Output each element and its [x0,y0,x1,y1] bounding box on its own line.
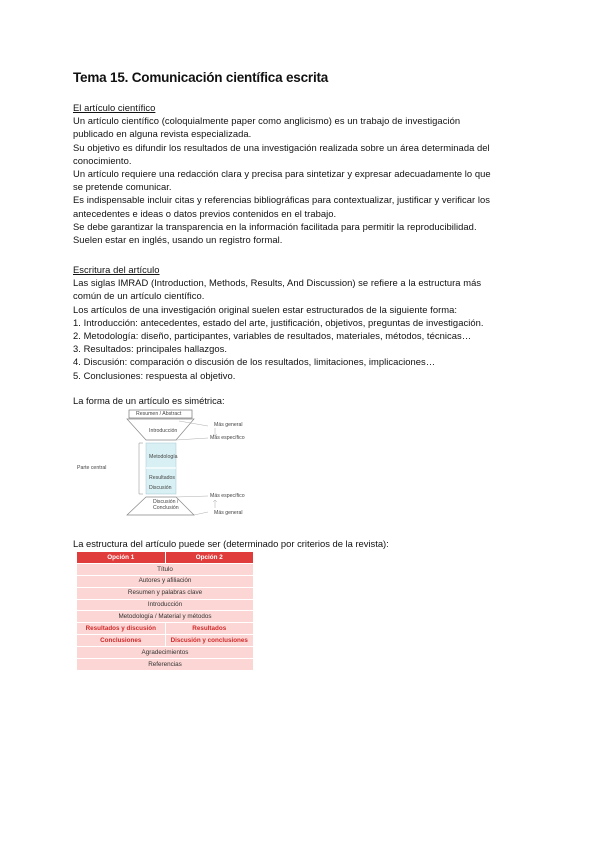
list-item: 5. Conclusiones: respuesta al objetivo. [73,369,236,381]
paragraph-line: antecedentes e ideas o datos previos contenidos en el trabajo. [73,207,337,219]
paragraph-line: conocimiento. [73,154,132,166]
paragraph-line: Las siglas IMRAD (Introduction, Methods, Results, And Discussion) se refiere a la estructura más [73,277,482,289]
header-opcion-2: Opción 2 [165,552,254,564]
structure-table [76,551,254,671]
cell-autores: Autores y afiliación [77,575,254,587]
table-row [77,563,254,575]
label-resumen: Resumen / Abstract [136,411,182,417]
label-introduccion: Introducción [149,428,178,434]
table-row [77,635,254,647]
arrow-up-icon [213,500,217,508]
central-brace [139,443,143,494]
table-row [77,647,254,659]
estructura-caption: La estructura del artículo puede ser (determinado por criterios de la revista): [73,538,389,549]
paragraph-line: Suelen estar en inglés, usando un registro formal. [73,234,283,246]
table-row [77,611,254,623]
forma-caption: La forma de un artículo es simétrica: [73,395,225,406]
list-item: 2. Metodología: diseño, participantes, variables de resultados, materiales, métodos, técnicas… [73,330,472,342]
label-mas-especifico-top: Más específico [210,435,245,441]
list-item: 1. Introducción: antecedentes, estado del arte, justificación, objetivos, preguntas de investigación. [73,316,484,328]
header-opcion-1: Opción 1 [77,552,166,564]
label-discusion: Discusión [149,485,172,491]
label-mas-general-top: Más general [214,422,243,428]
cell-resultados: Resultados [165,623,254,635]
label-conclusiones-1: Discusión / [153,499,179,505]
table-header-row [77,552,254,564]
table-row [77,575,254,587]
guide-line [194,512,208,515]
paragraph-line: Su objetivo es difundir los resultados de una investigación realizada sobre un área determinada del [73,141,490,153]
section-heading: Escritura del artículo [73,264,160,275]
paragraph-line: Es indispensable incluir citas y referencias bibliográficas para contextualizar, justificar y verificar los [73,194,490,206]
cell-metodologia: Metodología / Material y métodos [77,611,254,623]
paragraph-line: Un artículo requiere una redacción clara y precisa para sintetizar y expresar adecuadamente lo que [73,168,491,180]
cell-discusion-conclusiones: Discusión y conclusiones [165,635,254,647]
label-metodologia: Metodología [149,454,178,460]
page-title: Tema 15. Comunicación científica escrita [73,70,329,85]
label-resultados: Resultados [149,475,175,481]
section-escritura [73,263,523,382]
cell-referencias: Referencias [77,659,254,671]
list-item: 3. Resultados: principales hallazgos. [73,343,228,355]
paragraph-line: Un artículo científico (coloquialmente paper como anglicismo) es un trabajo de investigación [73,115,461,127]
cell-resumen: Resumen y palabras clave [77,587,254,599]
paragraph-line: común de un artículo científico. [73,290,205,302]
label-mas-general-bottom: Más general [214,510,243,516]
cell-titulo: Título [77,563,254,575]
label-parte-central: Parte central [77,465,107,471]
paragraph-line: publicado en alguna revista especializada. [73,128,252,140]
table-row [77,599,254,611]
paragraph-line: Se debe garantizar la transparencia en la información facilitada para permitir la reproducibilidad. [73,220,477,232]
symmetry-diagram [75,408,275,520]
cell-resultados-discusion: Resultados y discusión [77,623,166,635]
cell-conclusiones: Conclusiones [77,635,166,647]
label-mas-especifico-bottom: Más específico [210,493,245,499]
guide-line [176,496,208,497]
list-item: 4. Discusión: comparación o discusión de los resultados, limitaciones, implicaciones… [73,356,436,368]
label-conclusiones-2: Conclusión [153,505,179,511]
paragraph-line: Los artículos de una investigación original suelen estar estructurados de la siguiente forma: [73,303,458,315]
paragraph-line: se pretende comunicar. [73,181,172,193]
cell-agradecimientos: Agradecimientos [77,647,254,659]
table-row [77,587,254,599]
table-row [77,623,254,635]
section-heading: El artículo científico [73,102,156,113]
cell-introduccion: Introducción [77,599,254,611]
guide-line [176,438,208,440]
section-articulo-cientifico [73,101,523,246]
table-row [77,659,254,671]
